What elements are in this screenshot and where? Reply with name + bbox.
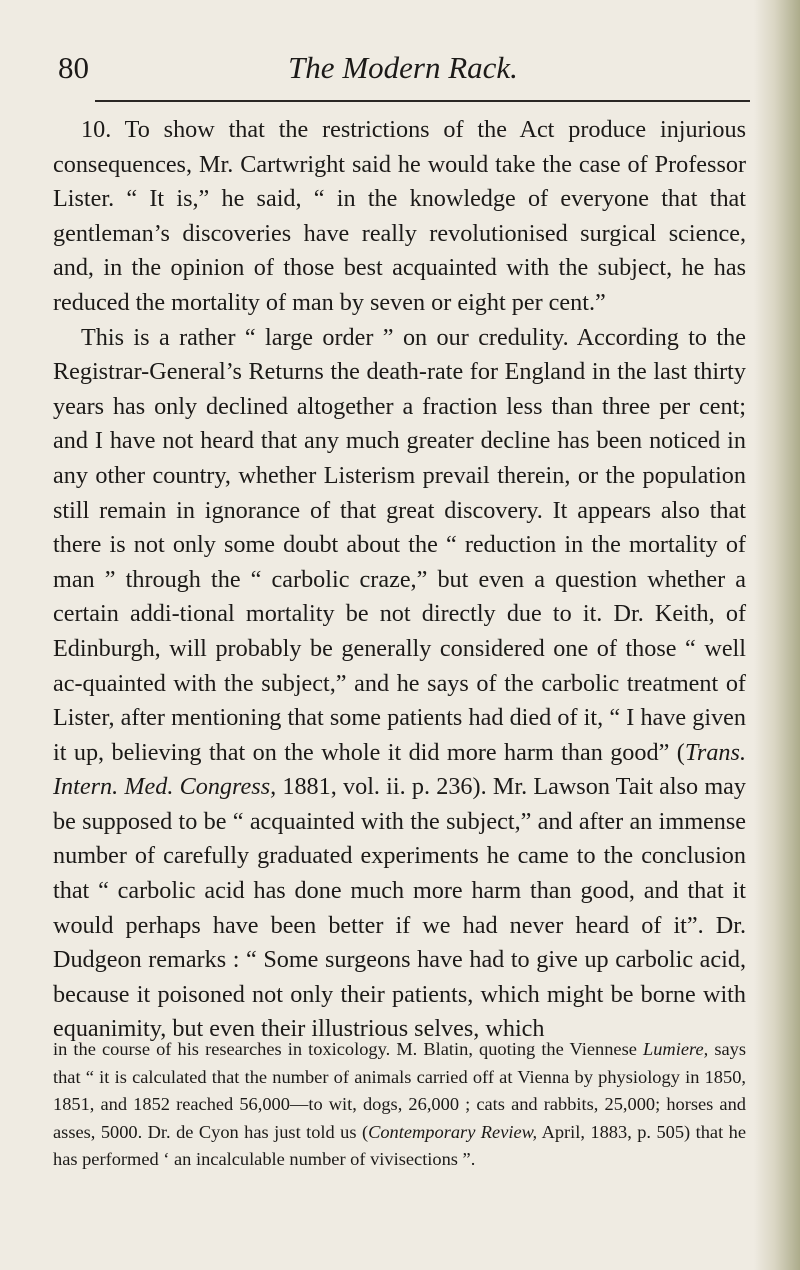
paragraph-10: 10. To show that the restrictions of the Act produce injurious consequences, Mr. Cartwright said he would take the case of Professor Lister. “ It is,” he said, “ in the knowledge of everyone that that gentleman’s discoveries have really revolutionised surgical science, and, in the opinion of those best acquainted with the subject, he has reduced the mortality of man by seven or eight per cent.”	[53, 116, 746, 316]
header-rule	[95, 100, 750, 102]
paragraph-text-2: 1881, vol. ii. p. 236). Mr. Lawson Tait also may be supposed to be “ acquainted with the subject,” and after an immense number of carefully graduated experiments he came to the conclusion that “ carbolic acid has done much more harm than good, and that it would perhaps have been better if we had never heard of it”. Dr. Dudgeon remarks : “ Some surgeons have had to give up carbolic acid, because it poisoned not only their patients, which might be borne with equanimity, but even their illustrious selves, which	[53, 773, 746, 1043]
footnote-text-3: April, 1883, p. 505) that he has performed ‘ an incalculable number of vivisections ”.	[53, 1121, 746, 1170]
footnote-text-1: in the course of his researches in toxicology. M. Blatin, quoting the Viennese	[53, 1039, 643, 1059]
footnote	[53, 1036, 746, 1174]
page-header	[58, 50, 748, 90]
page-edge-shadow	[754, 0, 800, 1270]
citation-trans-intern-med-congress: Trans. Intern. Med. Congress,	[53, 738, 746, 801]
running-title: The Modern Rack.	[288, 50, 518, 85]
paragraph-credulity	[53, 321, 746, 1047]
footnote-text-2: says that “ it is calculated that the number of animals carried off at Vienna by physiology in 1850, 1851, and 1852 reached 56,000—to wit, dogs, 26,000 ; cats and rabbits, 25,000; horses and asses, 5000. Dr. de Cyon has just told us (	[53, 1039, 746, 1142]
citation-contemporary-review: Contemporary Review,	[368, 1121, 538, 1142]
footnote-paragraph	[53, 1036, 746, 1174]
citation-lumiere: Lumiere,	[643, 1039, 709, 1059]
paragraph-text-1: This is a rather “ large order ” on our credulity. According to the Registrar-General’s Returns the death-rate for England in the last thirty years has only declined altogether a fraction less than three per cent; and I have not heard that any much greater decline has been noticed in any other country, whether Listerism prevail therein, or the population still remain in ignorance of that great discovery. It appears also that there is not only some doubt about the “ reduction in the mortality of man ” through the “ carbolic craze,” but even a question whether a certain addi-tional mortality be not directly due to it. Dr. Keith, of Edinburgh, will probably be generally considered one of those “ well ac-quainted with the subject,” and he says of the carbolic treatment of Lister, after mentioning that some patients had died of it, “ I have given it up, believing that on the whole it did more harm than good” (	[53, 323, 746, 766]
page-number: 80	[58, 50, 89, 85]
main-text	[53, 113, 746, 1047]
